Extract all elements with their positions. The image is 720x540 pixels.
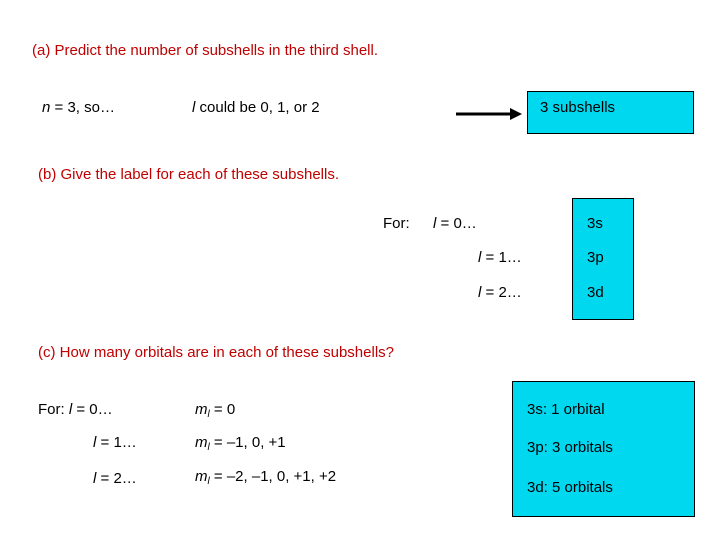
label-3p: 3p xyxy=(587,249,604,266)
b-row-l0: l = 0… xyxy=(433,215,477,232)
question-b: (b) Give the label for each of these subshells. xyxy=(38,166,339,183)
label-3d: 3d xyxy=(587,284,604,301)
answer-3d: 3d: 5 orbitals xyxy=(527,479,613,496)
b-row-l2: l = 2… xyxy=(478,284,522,301)
ml-row-0: $m_l = 0$ xyxy=(195,401,236,420)
b-row-l1: l = 1… xyxy=(478,249,522,266)
for-label-b: For: xyxy=(383,215,410,232)
l-values-text: l could be 0, 1, or 2 xyxy=(192,99,320,116)
c-row-l1: l = 1… xyxy=(93,434,137,451)
label-3s: 3s xyxy=(587,215,603,232)
answer-3p: 3p: 3 orbitals xyxy=(527,439,613,456)
ml-row-2: $m_l = -2$, –1, 0, +1, +2 xyxy=(195,468,337,487)
c-row-l2: l = 2… xyxy=(93,470,137,487)
answer-a: 3 subshells xyxy=(540,99,616,116)
answer-3s: 3s: 1 orbital xyxy=(527,401,605,418)
right-arrow-icon xyxy=(454,106,524,122)
ml-row-1: $m_l = -1$, 0, +1 xyxy=(195,434,286,453)
question-c: (c) How many orbitals are in each of these subshells? xyxy=(38,344,395,361)
n-equals-three: n = 3, so… xyxy=(42,99,115,116)
question-a: (a) Predict the number of subshells in the third shell. xyxy=(32,42,379,59)
c-row-l0: For: l = 0… xyxy=(38,401,113,418)
